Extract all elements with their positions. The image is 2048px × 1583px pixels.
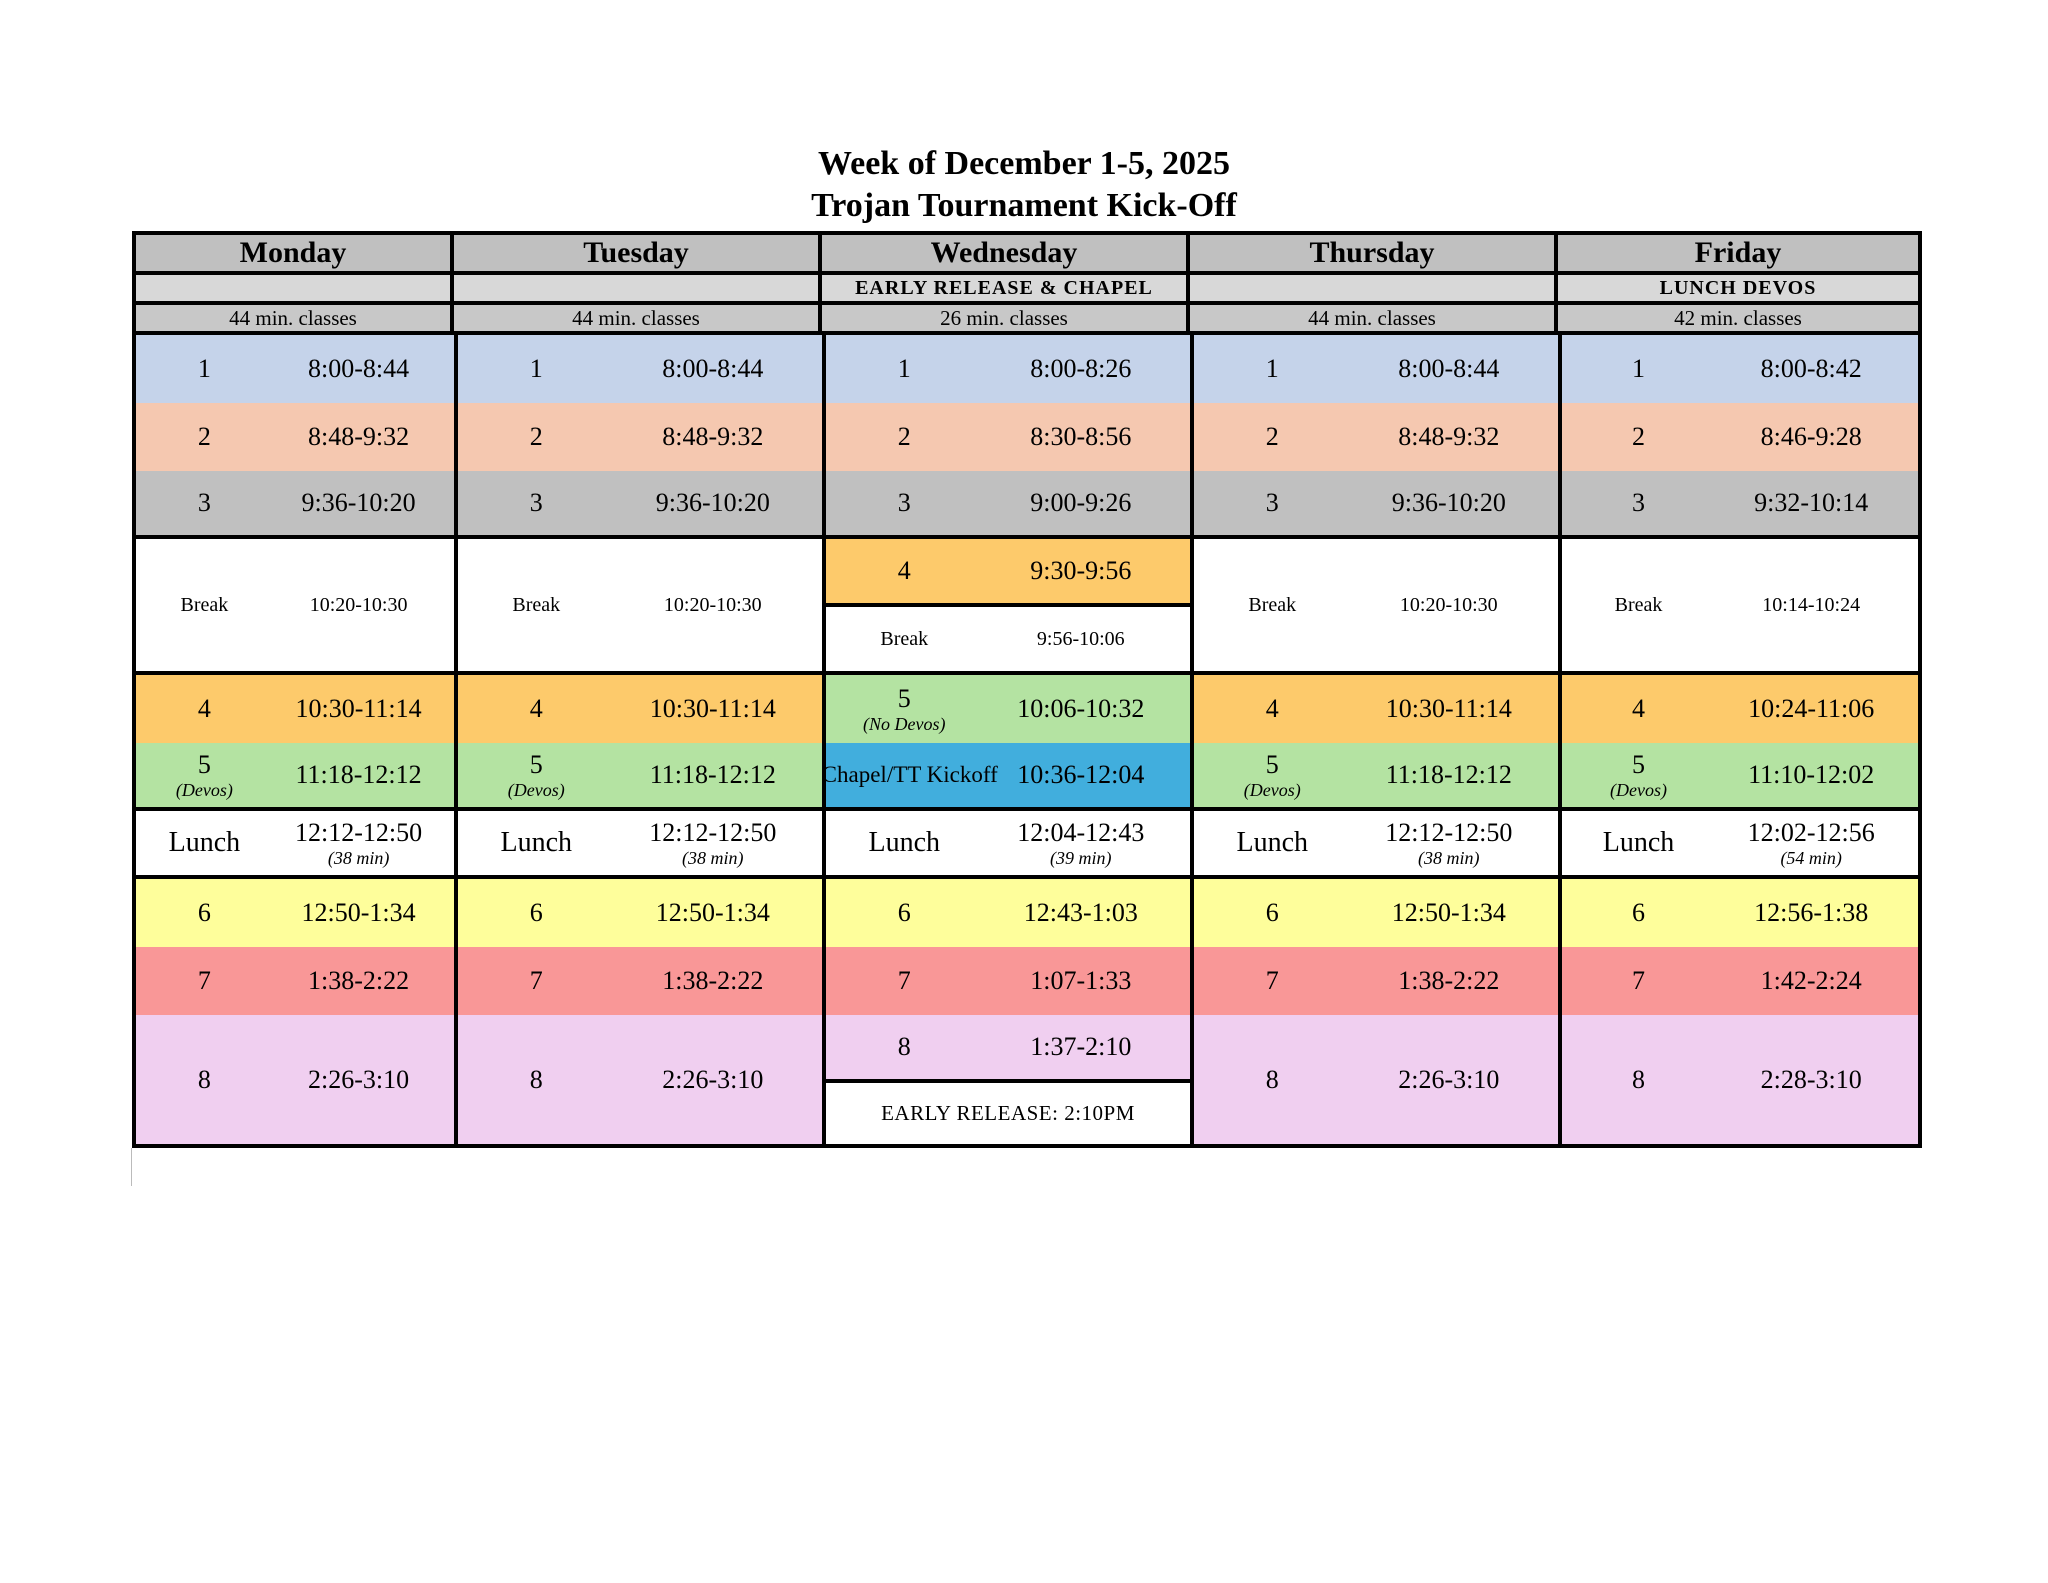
period-label: 6 [197, 898, 211, 927]
lunch-label: Lunch [1236, 827, 1309, 858]
period-3-thursday [1190, 471, 1558, 539]
period-label: 8 [529, 1064, 543, 1094]
lunch-time: 12:12-12:50 [649, 818, 777, 847]
class-length-wednesday: 26 min. classes [822, 305, 1190, 335]
period-label: 1 [197, 354, 211, 383]
lunch-tuesday [454, 811, 822, 879]
period-time: 10:30-11:14 [1385, 694, 1512, 723]
period-label: 2 [1265, 422, 1279, 451]
period-2-wednesday [822, 403, 1190, 471]
class-length-friday: 42 min. classes [1558, 305, 1922, 335]
day-header-tuesday: Tuesday [454, 235, 822, 275]
period-time: 8:00-8:42 [1760, 354, 1862, 383]
period-time: 2:26-3:10 [308, 1064, 410, 1094]
period-label: 6 [529, 898, 543, 927]
period-4-monday [136, 675, 454, 743]
lunch-duration: (38 min) [682, 848, 744, 868]
period-time: 10:30-11:14 [295, 694, 422, 723]
period-label: 3 [1632, 488, 1646, 517]
lunch-label: Lunch [1602, 827, 1675, 858]
period-2-tuesday [454, 403, 822, 471]
period-6-thursday [1190, 879, 1558, 947]
chapel-label: Chapel/TT Kickoff [821, 762, 998, 787]
period-time: 8:00-8:44 [662, 354, 764, 383]
period-time: 8:48-9:32 [662, 422, 764, 451]
period-label: 4 [1265, 694, 1279, 723]
period-4-wednesday [822, 539, 1190, 607]
period-time: 9:36-10:20 [655, 488, 770, 517]
period-label: 4 [197, 694, 211, 723]
period-time: 12:56-1:38 [1754, 898, 1869, 927]
break-time: 9:56-10:06 [1036, 627, 1125, 650]
break-time: 10:14-10:24 [1762, 593, 1861, 616]
page-margin-line [131, 1148, 132, 1186]
lunch-time: 12:04-12:43 [1017, 818, 1145, 847]
lunch-duration: (54 min) [1780, 848, 1842, 868]
period-time: 9:32-10:14 [1754, 488, 1869, 517]
period-label: 3 [529, 488, 543, 517]
break-label: Break [512, 593, 561, 616]
period-time: 12:50-1:34 [301, 898, 416, 927]
period-time: 11:18-12:12 [1385, 760, 1512, 789]
period-4-tuesday [454, 675, 822, 743]
period-6-friday [1558, 879, 1922, 947]
lunch-duration: (38 min) [1418, 848, 1480, 868]
break-thursday [1190, 539, 1558, 675]
period-label: 6 [897, 898, 911, 927]
period-time: 10:06-10:32 [1017, 694, 1145, 723]
period-time: 11:10-12:02 [1748, 760, 1875, 789]
break-wednesday [822, 607, 1190, 675]
period-label: 5 [529, 750, 543, 779]
period-8-tuesday [454, 1015, 822, 1148]
period-label: 7 [1265, 966, 1279, 995]
period-label: 1 [529, 354, 543, 383]
period-time: 8:30-8:56 [1030, 422, 1132, 451]
lunch-label: Lunch [500, 827, 573, 858]
period-1-friday [1558, 335, 1922, 403]
period-label: 3 [1265, 488, 1279, 517]
period-1-wednesday [822, 335, 1190, 403]
period-label: 8 [897, 1032, 911, 1061]
period-label: 6 [1632, 898, 1646, 927]
period-label: 5 [897, 684, 911, 713]
class-length-tuesday: 44 min. classes [454, 305, 822, 335]
period-label: 7 [897, 966, 911, 995]
period-time: 1:07-1:33 [1030, 966, 1132, 995]
period-5-friday [1558, 743, 1922, 811]
devos-note: (Devos) [1243, 780, 1301, 800]
devos-note: (Devos) [507, 780, 565, 800]
period-time: 1:38-2:22 [308, 966, 410, 995]
page-subtitle: Trojan Tournament Kick-Off [811, 187, 1237, 224]
lunch-duration: (39 min) [1050, 848, 1112, 868]
page-title: Week of December 1-5, 2025 [818, 145, 1230, 182]
lunch-monday [136, 811, 454, 879]
period-time: 8:48-9:32 [1398, 422, 1500, 451]
period-7-tuesday [454, 947, 822, 1015]
period-8-monday [136, 1015, 454, 1148]
period-6-monday [136, 879, 454, 947]
period-time: 1:38-2:22 [1398, 966, 1500, 995]
period-label: 2 [897, 422, 911, 451]
break-monday [136, 539, 454, 675]
break-label: Break [1614, 593, 1663, 616]
break-time: 10:20-10:30 [1399, 593, 1498, 616]
period-label: 8 [1632, 1064, 1646, 1094]
period-1-monday [136, 335, 454, 403]
devos-note: (No Devos) [863, 714, 946, 734]
day-header-thursday: Thursday [1190, 235, 1558, 275]
period-7-wednesday [822, 947, 1190, 1015]
period-label: 3 [197, 488, 211, 517]
period-time: 9:30-9:56 [1030, 556, 1132, 585]
period-time: 1:37-2:10 [1030, 1032, 1132, 1061]
period-label: 6 [1265, 898, 1279, 927]
period-1-thursday [1190, 335, 1558, 403]
period-5-monday [136, 743, 454, 811]
lunch-wednesday [822, 811, 1190, 879]
period-5-wednesday [822, 675, 1190, 743]
period-time: 1:42-2:24 [1760, 966, 1862, 995]
period-time: 2:28-3:10 [1760, 1064, 1862, 1094]
break-label: Break [1248, 593, 1297, 616]
break-label: Break [180, 593, 229, 616]
period-2-monday [136, 403, 454, 471]
period-7-monday [136, 947, 454, 1015]
period-2-thursday [1190, 403, 1558, 471]
period-8-wednesday [822, 1015, 1190, 1083]
period-1-tuesday [454, 335, 822, 403]
period-label: 5 [1265, 750, 1279, 779]
period-label: 4 [529, 694, 543, 723]
period-time: 9:36-10:20 [301, 488, 416, 517]
period-3-tuesday [454, 471, 822, 539]
day-header-wednesday: Wednesday [822, 235, 1190, 275]
day-note-tuesday [454, 275, 822, 305]
period-label: 7 [1632, 966, 1646, 995]
lunch-time: 12:12-12:50 [1385, 818, 1513, 847]
period-8-thursday [1190, 1015, 1558, 1148]
period-label: 7 [529, 966, 543, 995]
period-label: 2 [529, 422, 543, 451]
period-5-tuesday [454, 743, 822, 811]
lunch-thursday [1190, 811, 1558, 879]
period-time: 8:00-8:44 [308, 354, 410, 383]
devos-note: (Devos) [1610, 780, 1668, 800]
period-label: 2 [197, 422, 211, 451]
class-length-thursday: 44 min. classes [1190, 305, 1558, 335]
period-3-wednesday [822, 471, 1190, 539]
period-label: 8 [197, 1064, 211, 1094]
period-label: 3 [897, 488, 911, 517]
period-5-thursday [1190, 743, 1558, 811]
break-tuesday [454, 539, 822, 675]
period-6-wednesday [822, 879, 1190, 947]
period-label: 8 [1265, 1064, 1279, 1094]
period-time: 8:00-8:26 [1030, 354, 1132, 383]
early-release-text: EARLY RELEASE: 2:10PM [881, 1101, 1135, 1125]
chapel-time: 10:36-12:04 [1017, 760, 1145, 789]
day-header-monday: Monday [136, 235, 454, 275]
period-4-friday [1558, 675, 1922, 743]
period-time: 8:46-9:28 [1760, 422, 1862, 451]
break-label: Break [880, 627, 929, 650]
lunch-friday [1558, 811, 1922, 879]
lunch-time: 12:02-12:56 [1747, 818, 1875, 847]
period-3-friday [1558, 471, 1922, 539]
period-label: 7 [197, 966, 211, 995]
day-note-monday [136, 275, 454, 305]
period-label: 4 [1632, 694, 1646, 723]
period-label: 1 [1265, 354, 1279, 383]
period-7-friday [1558, 947, 1922, 1015]
period-time: 2:26-3:10 [662, 1064, 764, 1094]
period-time: 8:00-8:44 [1398, 354, 1500, 383]
lunch-duration: (38 min) [327, 848, 390, 868]
period-8-friday [1558, 1015, 1922, 1148]
period-time: 12:43-1:03 [1023, 898, 1138, 927]
day-note-friday: LUNCH DEVOS [1558, 275, 1922, 305]
period-time: 1:38-2:22 [662, 966, 764, 995]
period-label: 4 [897, 556, 911, 585]
period-label: 2 [1632, 422, 1646, 451]
period-time: 9:00-9:26 [1030, 488, 1132, 517]
period-time: 12:50-1:34 [1391, 898, 1506, 927]
period-time: 2:26-3:10 [1398, 1064, 1500, 1094]
period-time: 10:30-11:14 [649, 694, 776, 723]
early-release-note [822, 1083, 1190, 1148]
period-label: 5 [1632, 750, 1646, 779]
period-time: 8:48-9:32 [308, 422, 410, 451]
day-header-friday: Friday [1558, 235, 1922, 275]
schedule-grid [132, 231, 1922, 1148]
period-time: 9:36-10:20 [1391, 488, 1506, 517]
period-label: 1 [897, 354, 911, 383]
lunch-label: Lunch [868, 827, 941, 858]
lunch-time: 12:12-12:50 [295, 818, 423, 847]
break-time: 10:20-10:30 [309, 593, 408, 616]
class-length-monday: 44 min. classes [136, 305, 454, 335]
period-time: 11:18-12:12 [649, 760, 776, 789]
period-time: 10:24-11:06 [1748, 694, 1875, 723]
period-label: 1 [1632, 354, 1646, 383]
period-6-tuesday [454, 879, 822, 947]
period-label: 5 [197, 750, 211, 779]
break-friday [1558, 539, 1922, 675]
period-4-thursday [1190, 675, 1558, 743]
period-7-thursday [1190, 947, 1558, 1015]
chapel-wednesday [822, 743, 1190, 811]
period-time: 12:50-1:34 [655, 898, 770, 927]
day-note-wednesday: EARLY RELEASE & CHAPEL [822, 275, 1190, 305]
period-time: 11:18-12:12 [295, 760, 422, 789]
devos-note: (Devos) [175, 780, 233, 800]
period-2-friday [1558, 403, 1922, 471]
break-time: 10:20-10:30 [663, 593, 762, 616]
day-note-thursday [1190, 275, 1558, 305]
lunch-label: Lunch [168, 827, 241, 858]
period-3-monday [136, 471, 454, 539]
